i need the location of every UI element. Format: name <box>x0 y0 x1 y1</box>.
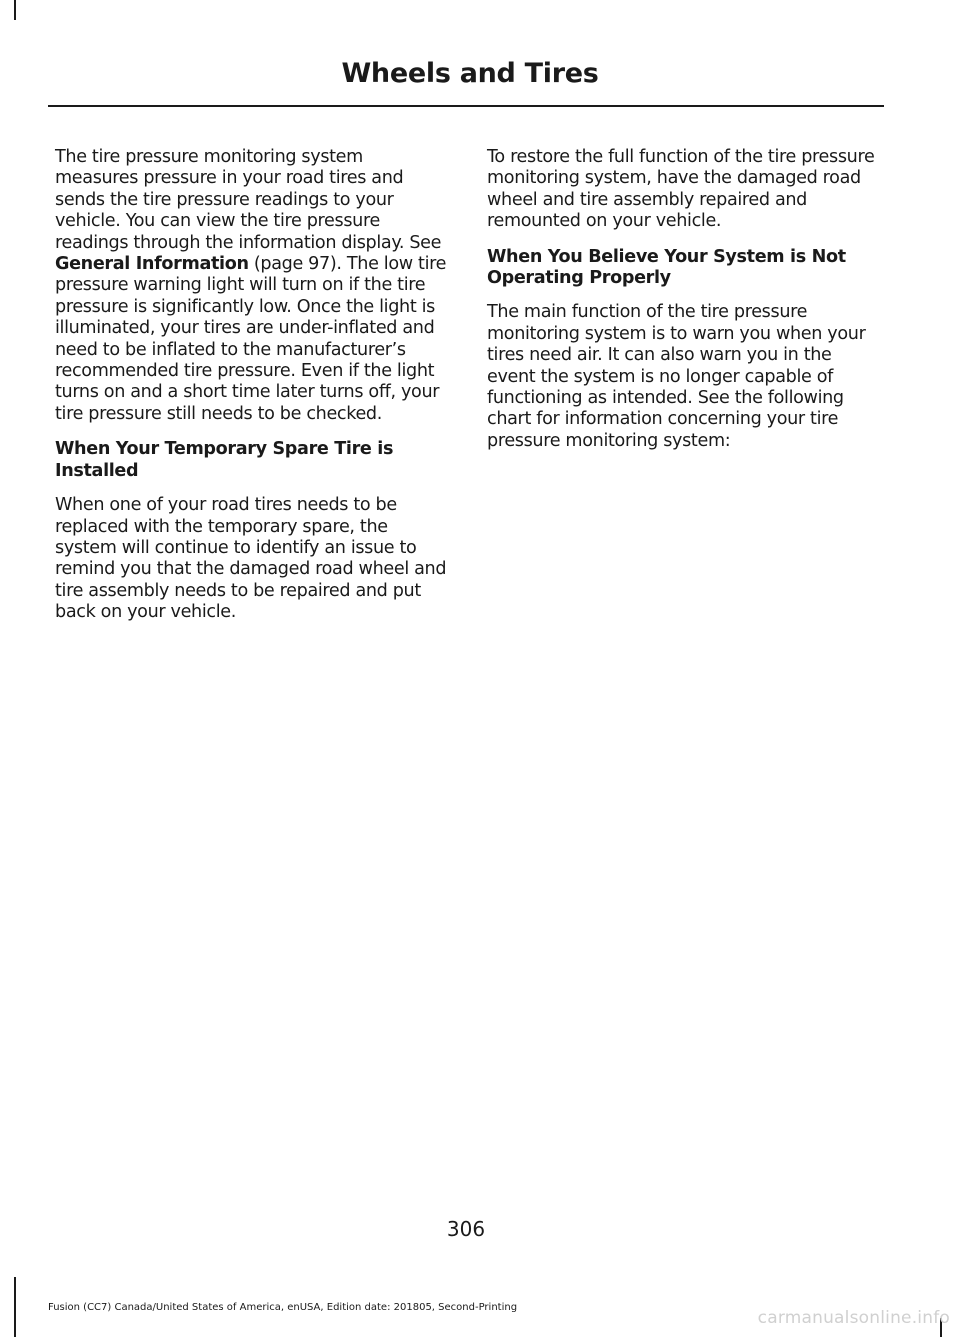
cross-reference-link[interactable]: General Information <box>55 254 249 275</box>
page-title: Wheels and Tires <box>341 58 599 89</box>
right-column <box>487 147 879 466</box>
paragraph-main-function: The main function of the tire pressure monitoring system is to warn you when your tires need air. It can also warn you in the event the system is no longer capable of functioning as intended. See the following chart for information concerning your tire pressure monitoring system: <box>487 302 866 451</box>
section-heading-not-operating: When You Believe Your System is Not Operating Properly <box>487 246 846 289</box>
watermark: carmanualsonline.info <box>757 1308 950 1328</box>
edition-footer: Fusion (CC7) Canada/United States of America, enUSA, Edition date: 201805, Second-Printing <box>48 1302 518 1313</box>
paragraph-temporary-spare: When one of your road tires needs to be replaced with the temporary spare, the system will continue to identify an issue to remind you that the damaged road wheel and tire assembly needs to be repaired and put back on your vehicle. <box>55 495 447 623</box>
paragraph-tpms-intro: The tire pressure monitoring system measures pressure in your road tires and sends the tire pressure readings to your vehicle. You can view the tire pressure readings through the information display. See General Information (page 97). The low tire pressure warning light will turn on if the tire pressure is significantly low. Once the light is illuminated, your tires are under-inflated and need to be inflated to the manufacturer’s recommended tire pressure. Even if the light turns on and a short time later turns off, your tire pressure still needs to be checked. <box>55 147 447 424</box>
crop-mark-top-left <box>14 0 16 20</box>
paragraph-restore-function: To restore the full function of the tire pressure monitoring system, have the damaged road wheel and tire assembly repaired and remounted on your vehicle. <box>487 147 875 232</box>
page-number: 306 <box>446 1217 486 1241</box>
header-divider <box>48 105 884 107</box>
crop-mark-bottom-left <box>14 1277 16 1337</box>
left-column <box>55 147 447 638</box>
section-heading-temporary-spare: When Your Temporary Spare Tire is Installed <box>55 439 394 481</box>
